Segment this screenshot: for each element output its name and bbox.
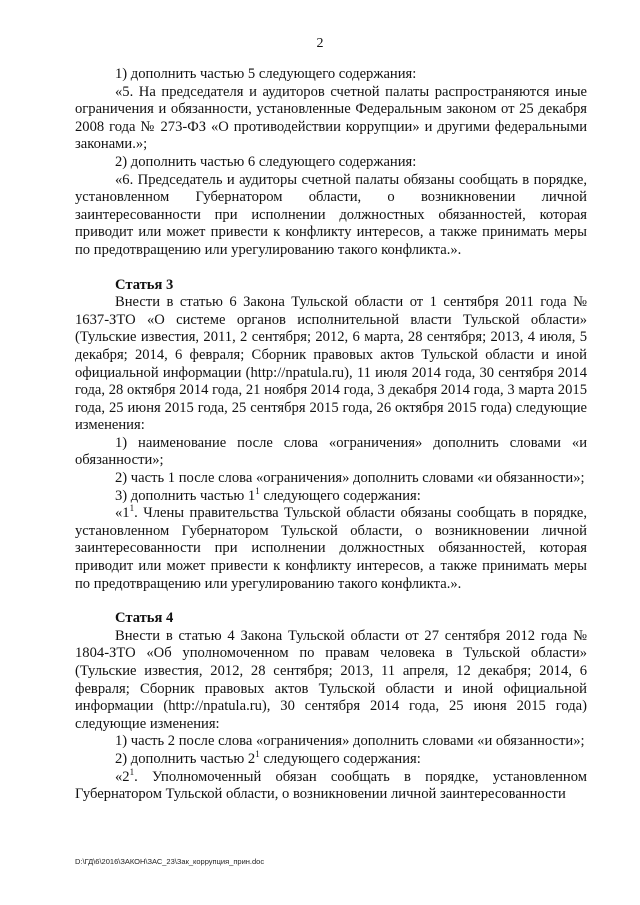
text-fragment: 2) дополнить частью 2 [115, 750, 256, 767]
superscript: 1 [129, 503, 135, 514]
spacer [75, 260, 587, 277]
superscript: 1 [129, 766, 135, 777]
article-4-intro: Внести в статью 4 Закона Тульской области от 27 сентября 2012 года № 1804-ЗТО «Об уполномоченном по правам человека в Тульской области» (Тульские известия, 2012, 28 сентября; 2013, 11 апреля, 12 декабря; 2014, 6 февраля; Сборник правовых актов Тульской области и иной официальной информации (http://npatula.ru), 30 сентября 2014 года, 25 июня 2015 года) следующие изменения: [75, 627, 587, 732]
spacer [75, 593, 587, 610]
text-fragment: следующего содержания: [259, 750, 421, 767]
document-body [75, 66, 587, 804]
text-fragment: . Уполномоченный обязан сообщать в порядке, установленном Губернатором Тульской области, о возникновении личной заинтересованности [75, 768, 587, 803]
article-4-item-2 [75, 748, 587, 769]
paragraph-quote-part6: «6. Председатель и аудиторы счетной палаты обязаны сообщать в порядке, установленном Губернатором области, о возникновении личной заинтересованности при исполнении должностных обязанностей, которая приводит или может привести к конфликту интересов, а также принимать меры по предотвращению или урегулированию такого конфликта.». [75, 171, 587, 258]
text-fragment: «1 [115, 505, 130, 522]
text-fragment: следующего содержания: [259, 487, 421, 504]
article-4-quote [75, 766, 587, 804]
article-3-item-1: 1) наименование после слова «ограничения» дополнить словами «и обязанности»; [75, 434, 587, 469]
text-fragment: 3) дополнить частью 1 [115, 487, 256, 504]
superscript: 1 [255, 748, 260, 759]
paragraph-quote-part5: «5. На председателя и аудиторов счетной палаты распространяются иные ограничения и обязанности, установленные Федеральным законом от 25 декабря 2008 года № 273-ФЗ «О противодействии коррупции» и другими федеральными законами.»; [75, 83, 587, 153]
article-3-quote [75, 505, 587, 593]
text-fragment: «2 [115, 768, 130, 785]
superscript: 1 [255, 485, 260, 496]
paragraph-item-1-part5: 1) дополнить частью 5 следующего содержания: [115, 66, 417, 82]
article-3-heading: Статья 3 [115, 276, 174, 293]
file-path-footer: D:\ГД\6\2016\ЗАКОН\ЗАС_23\Зак_коррупция_прин.doc [75, 857, 265, 866]
article-4-heading: Статья 4 [115, 610, 174, 627]
article-3-item-2: 2) часть 1 после слова «ограничения» дополнить словами «и обязанности»; [115, 470, 585, 487]
article-4-item-1: 1) часть 2 после слова «ограничения» дополнить словами «и обязанности»; [115, 733, 585, 750]
article-3-item-3 [75, 485, 587, 506]
article-3-intro: Внести в статью 6 Закона Тульской области от 1 сентября 2011 года № 1637-ЗТО «О системе органов исполнительной власти Тульской области» (Тульские известия, 2011, 2 сентября; 2012, 6 марта, 28 сентября; 2013, 4 июля, 5 декабря; 2014, 6 февраля; Сборник правовых актов Тульской области и иной официальной информации (http://npatula.ru), 11 июля 2014 года, 30 сентября 2014 года, 28 октября 2014 года, 21 ноября 2014 года, 3 декабря 2014 года, 3 марта 2015 года, 25 июня 2015 года, 25 сентября 2015 года, 26 октября 2015 года) следующие изменения: [75, 294, 587, 434]
text-fragment: . Члены правительства Тульской области обязаны сообщать в порядке, установленном Губернатором Тульской области, о возникновении личной заинтересованности при исполнении должностных обязанностей, которая приводит или может привести к конфликту интересов, а также принимать меры по предотвращению или урегулированию такого конфликта.». [75, 505, 587, 592]
page-number: 2 [316, 36, 324, 51]
paragraph-item-2-part6: 2) дополнить частью 6 следующего содержания: [115, 153, 417, 170]
